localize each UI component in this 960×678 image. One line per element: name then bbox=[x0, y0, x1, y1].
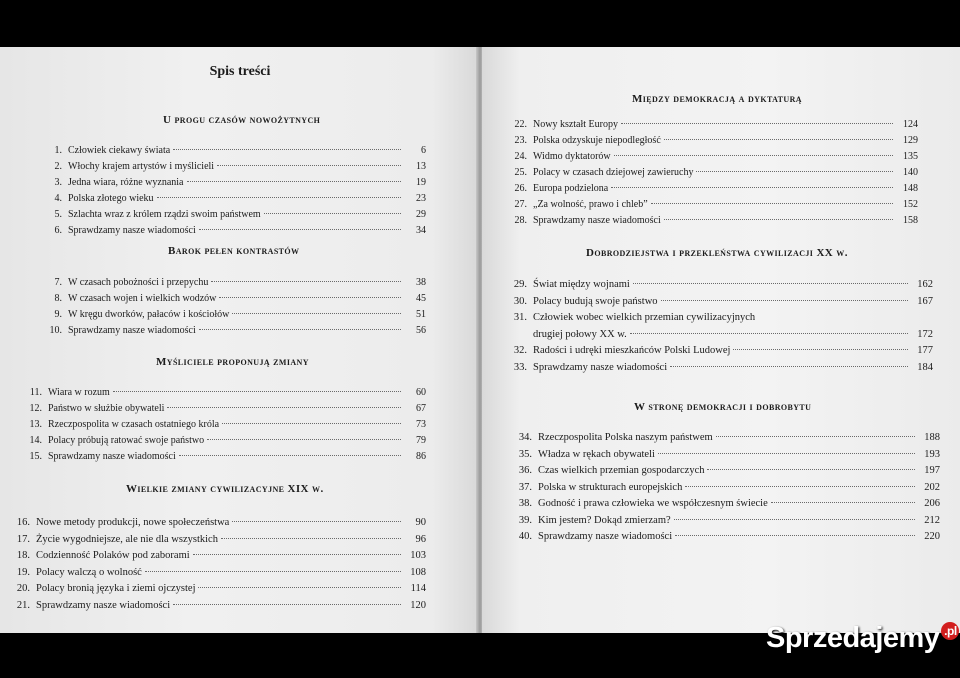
toc-entry-number: 7. bbox=[54, 277, 62, 288]
dot-leader bbox=[651, 203, 893, 204]
toc-list bbox=[40, 275, 426, 339]
toc-entry-page: 167 bbox=[917, 295, 933, 307]
toc-entry-number: 27. bbox=[514, 199, 527, 210]
dot-leader bbox=[207, 439, 401, 440]
toc-entry bbox=[20, 385, 426, 401]
toc-entry-page: 148 bbox=[903, 183, 918, 194]
dot-leader bbox=[685, 486, 915, 487]
toc-entry-title: Rzeczpospolita Polska naszym państwem bbox=[538, 432, 713, 443]
toc-entry-title: Radości i udręki mieszkańców Polski Ludowej bbox=[533, 345, 731, 356]
toc-entry-title: „Za wolność, prawo i chleb” bbox=[533, 199, 648, 210]
dot-leader bbox=[222, 423, 401, 424]
dot-leader bbox=[664, 219, 893, 220]
toc-entry bbox=[505, 117, 918, 133]
toc-entry bbox=[8, 515, 426, 532]
toc-entry-number: 25. bbox=[514, 167, 527, 178]
toc-entry-title-continued: drugiej połowy XX w. bbox=[533, 328, 627, 340]
toc-entry-title: Polacy walczą o wolność bbox=[36, 566, 142, 578]
toc-entry bbox=[40, 307, 426, 323]
toc-entry-number: 11. bbox=[29, 387, 42, 398]
toc-entry-page: 152 bbox=[903, 199, 918, 210]
toc-entry-page: 19 bbox=[416, 177, 426, 188]
toc-entry-number: 15. bbox=[29, 451, 42, 462]
toc-entry-page: 103 bbox=[410, 550, 426, 561]
dot-leader bbox=[633, 283, 908, 284]
dot-leader bbox=[658, 453, 915, 454]
toc-entry bbox=[510, 430, 940, 447]
section-heading: Wielkie zmiany cywilizacyjne XIX w. bbox=[126, 483, 324, 495]
toc-entry bbox=[505, 165, 918, 181]
toc-entry-page: 212 bbox=[924, 514, 940, 526]
toc-entry-title: Polska odzyskuje niepodległość bbox=[533, 135, 661, 146]
toc-entry bbox=[40, 207, 426, 223]
section-heading: Dobrodziejstwa i przekleństwa cywilizacji XX w. bbox=[586, 247, 848, 259]
toc-entry bbox=[505, 181, 918, 197]
toc-entry-page: 6 bbox=[421, 145, 426, 156]
watermark-suffix: .pl bbox=[941, 622, 959, 640]
section-heading: Między demokracją a dyktaturą bbox=[632, 93, 802, 105]
toc-entry bbox=[20, 449, 426, 465]
dot-leader bbox=[199, 329, 401, 330]
toc-entry-page: 140 bbox=[903, 167, 918, 178]
dot-leader bbox=[733, 349, 908, 350]
toc-entry-number: 14. bbox=[29, 435, 42, 446]
toc-entry-number: 20. bbox=[16, 583, 30, 594]
toc-entry-title: W kręgu dworków, pałaców i kościołów bbox=[68, 309, 230, 320]
toc-entry-title: Człowiek ciekawy świata bbox=[68, 145, 171, 156]
toc-entry-title: Szlachta wraz z królem rządzi swoim państwem bbox=[68, 209, 261, 220]
dot-leader bbox=[675, 535, 915, 536]
toc-list bbox=[505, 117, 918, 229]
dot-leader bbox=[232, 521, 401, 522]
toc-entry-page: 129 bbox=[903, 135, 918, 146]
toc-entry-number: 30. bbox=[513, 295, 527, 307]
toc-entry-title: Nowe metody produkcji, nowe społeczeństwa bbox=[36, 517, 230, 528]
toc-entry-title: Sprawdzamy nasze wiadomości bbox=[538, 531, 673, 542]
toc-entry-number: 21. bbox=[16, 599, 30, 611]
toc-entry-page: 38 bbox=[416, 277, 426, 288]
toc-entry-page: 124 bbox=[903, 119, 918, 130]
toc-entry-title: Widmo dyktatorów bbox=[533, 151, 611, 162]
section-heading: W stronę demokracji i dobrobytu bbox=[634, 401, 812, 413]
toc-entry-number: 16. bbox=[16, 517, 30, 528]
toc-entry-number: 35. bbox=[518, 448, 532, 460]
section-heading: U progu czasów nowożytnych bbox=[163, 114, 321, 126]
toc-entry-title: Władza w rękach obywateli bbox=[538, 448, 655, 460]
toc-entry-page: 158 bbox=[903, 215, 918, 226]
toc-entry-title: Polacy bronią języka i ziemi ojczystej bbox=[36, 583, 196, 594]
toc-entry bbox=[40, 223, 426, 239]
toc-entry-title: Wiara w rozum bbox=[48, 387, 110, 398]
dot-leader bbox=[771, 502, 915, 503]
toc-entry-title: Kim jestem? Dokąd zmierzam? bbox=[538, 514, 671, 526]
watermark-text: Sprzedajemy bbox=[766, 622, 940, 654]
toc-entry-number: 39. bbox=[518, 514, 532, 526]
toc-entry-title: Sprawdzamy nasze wiadomości bbox=[68, 225, 196, 236]
dot-leader bbox=[707, 469, 915, 470]
toc-entry-number: 31. bbox=[513, 312, 527, 323]
dot-leader bbox=[219, 297, 401, 298]
toc-entry-number: 3. bbox=[54, 177, 62, 188]
dot-leader bbox=[173, 149, 401, 150]
toc-entry-title: Polska złotego wieku bbox=[68, 193, 154, 204]
toc-entry-page: 202 bbox=[924, 481, 940, 493]
toc-entry-number: 38. bbox=[518, 498, 532, 509]
toc-entry-number: 13. bbox=[29, 419, 42, 430]
toc-entry-title: Polacy budują swoje państwo bbox=[533, 295, 658, 307]
toc-entry-title: Jedna wiara, różne wyznania bbox=[68, 177, 184, 188]
toc-entry bbox=[40, 143, 426, 159]
toc-entry-page: 193 bbox=[924, 448, 940, 460]
toc-entry-number: 19. bbox=[16, 566, 30, 578]
toc-entry-page: 197 bbox=[924, 465, 940, 476]
toc-entry-title: Człowiek wobec wielkich przemian cywilizacyjnych bbox=[533, 312, 756, 323]
toc-entry-page: 135 bbox=[903, 151, 918, 162]
toc-entry bbox=[510, 463, 940, 480]
toc-entry bbox=[505, 310, 933, 343]
toc-entry-title: Polacy w czasach dziejowej zawieruchy bbox=[533, 167, 694, 178]
toc-entry-page: 73 bbox=[416, 419, 426, 430]
toc-entry bbox=[505, 149, 918, 165]
toc-entry-title: Europa podzielona bbox=[533, 183, 609, 194]
toc-entry bbox=[505, 294, 933, 311]
toc-entry-number: 29. bbox=[513, 279, 527, 290]
watermark-logo bbox=[766, 622, 959, 655]
toc-entry-number: 17. bbox=[16, 533, 30, 545]
toc-entry-title: Nowy kształt Europy bbox=[533, 119, 618, 130]
toc-entry-number: 1. bbox=[54, 145, 62, 156]
toc-entry-number: 34. bbox=[518, 432, 532, 443]
dot-leader bbox=[199, 229, 401, 230]
toc-entry bbox=[8, 532, 426, 549]
section-heading: Myśliciele proponują zmiany bbox=[156, 356, 309, 368]
toc-entry-number: 18. bbox=[16, 550, 30, 561]
toc-entry-title: Świat między wojnami bbox=[533, 279, 630, 290]
toc-entry-number: 28. bbox=[514, 215, 527, 226]
dot-leader bbox=[211, 281, 401, 282]
toc-entry-number: 36. bbox=[518, 465, 532, 476]
toc-entry-number: 12. bbox=[29, 403, 42, 414]
toc-entry-number: 40. bbox=[518, 531, 532, 542]
toc-entry bbox=[8, 581, 426, 598]
toc-entry-title: Życie wygodniejsze, ale nie dla wszystkich bbox=[36, 533, 218, 545]
toc-entry-title: Codzienność Polaków pod zaborami bbox=[36, 550, 190, 561]
toc-list bbox=[20, 385, 426, 465]
toc-entry-number: 24. bbox=[514, 151, 527, 162]
section-heading: Barok pełen kontrastów bbox=[168, 245, 300, 257]
toc-entry bbox=[20, 401, 426, 417]
dot-leader bbox=[157, 197, 401, 198]
toc-entry bbox=[510, 447, 940, 464]
toc-entry-page: 67 bbox=[416, 403, 426, 414]
toc-entry-page: 96 bbox=[415, 533, 426, 545]
toc-entry-page: 177 bbox=[917, 345, 933, 356]
dot-leader bbox=[173, 604, 401, 605]
toc-entry-title: Państwo w służbie obywateli bbox=[48, 403, 165, 414]
dot-leader bbox=[674, 519, 915, 520]
left-page bbox=[0, 47, 480, 633]
toc-entry-title: Czas wielkich przemian gospodarczych bbox=[538, 465, 705, 476]
dot-leader bbox=[696, 171, 893, 172]
toc-entry-page: 172 bbox=[917, 328, 933, 340]
toc-entry-number: 32. bbox=[513, 345, 527, 356]
toc-entry-title: Sprawdzamy nasze wiadomości bbox=[36, 599, 171, 611]
toc-entry bbox=[505, 343, 933, 360]
toc-entry-number: 9. bbox=[54, 309, 62, 320]
toc-entry bbox=[40, 191, 426, 207]
toc-entry-page: 220 bbox=[924, 531, 940, 542]
dot-leader bbox=[193, 554, 401, 555]
toc-entry-page: 120 bbox=[410, 599, 426, 611]
dot-leader bbox=[716, 436, 915, 437]
toc-list bbox=[8, 515, 426, 614]
dot-leader bbox=[217, 165, 401, 166]
toc-entry-number: 37. bbox=[518, 481, 532, 493]
right-page bbox=[482, 47, 960, 633]
dot-leader bbox=[167, 407, 401, 408]
toc-entry bbox=[505, 213, 918, 229]
toc-entry bbox=[510, 513, 940, 530]
toc-entry-title: W czasach wojen i wielkich wodzów bbox=[68, 293, 217, 304]
toc-entry-page: 29 bbox=[416, 209, 426, 220]
toc-entry-page: 162 bbox=[917, 279, 933, 290]
toc-entry-number: 6. bbox=[54, 225, 62, 236]
toc-entry-title: Polska w strukturach europejskich bbox=[538, 481, 683, 493]
dot-leader bbox=[614, 155, 893, 156]
toc-entry bbox=[505, 360, 933, 377]
toc-entry bbox=[505, 133, 918, 149]
toc-entry-page: 45 bbox=[416, 293, 426, 304]
toc-entry bbox=[40, 323, 426, 339]
toc-entry-page: 90 bbox=[415, 517, 426, 528]
toc-entry-number: 8. bbox=[54, 293, 62, 304]
dot-leader bbox=[664, 139, 893, 140]
toc-entry-number: 26. bbox=[514, 183, 527, 194]
dot-leader bbox=[264, 213, 401, 214]
toc-entry bbox=[505, 197, 918, 213]
toc-entry bbox=[20, 417, 426, 433]
toc-list bbox=[40, 143, 426, 239]
dot-leader bbox=[179, 455, 401, 456]
dot-leader bbox=[187, 181, 402, 182]
toc-entry-page: 34 bbox=[416, 225, 426, 236]
toc-entry bbox=[510, 529, 940, 546]
toc-entry-page: 86 bbox=[416, 451, 426, 462]
dot-leader bbox=[145, 571, 401, 572]
toc-entry-title: W czasach pobożności i przepychu bbox=[68, 277, 209, 288]
dot-leader bbox=[630, 333, 908, 334]
toc-entry bbox=[8, 565, 426, 582]
toc-entry-title: Sprawdzamy nasze wiadomości bbox=[68, 325, 196, 336]
toc-entry-title: Sprawdzamy nasze wiadomości bbox=[533, 215, 661, 226]
toc-entry-page: 79 bbox=[416, 435, 426, 446]
toc-entry-title: Polacy próbują ratować swoje państwo bbox=[48, 435, 205, 446]
toc-entry-number: 22. bbox=[514, 119, 527, 130]
dot-leader bbox=[232, 313, 401, 314]
toc-entry bbox=[20, 433, 426, 449]
toc-entry bbox=[510, 480, 940, 497]
toc-entry-page: 108 bbox=[410, 566, 426, 578]
toc-entry-number: 2. bbox=[54, 161, 62, 172]
dot-leader bbox=[670, 366, 908, 367]
toc-entry-page: 23 bbox=[416, 193, 426, 204]
toc-entry bbox=[40, 291, 426, 307]
dot-leader bbox=[221, 538, 401, 539]
toc-entry bbox=[8, 598, 426, 615]
toc-entry bbox=[510, 496, 940, 513]
toc-entry bbox=[505, 277, 933, 294]
toc-entry-page: 56 bbox=[416, 325, 426, 336]
toc-entry-page: 206 bbox=[924, 498, 940, 509]
toc-entry bbox=[40, 159, 426, 175]
toc-list bbox=[505, 277, 933, 376]
toc-entry-number: 10. bbox=[49, 325, 62, 336]
toc-entry-number: 4. bbox=[54, 193, 62, 204]
dot-leader bbox=[113, 391, 401, 392]
toc-entry-page: 184 bbox=[917, 361, 933, 373]
toc-entry-title: Godność i prawa człowieka we współczesnym świecie bbox=[538, 498, 768, 509]
toc-entry-number: 33. bbox=[513, 361, 527, 373]
toc-entry bbox=[8, 548, 426, 565]
dot-leader bbox=[661, 300, 908, 301]
toc-entry-title: Rzeczpospolita w czasach ostatniego króla bbox=[48, 419, 220, 430]
toc-entry-number: 5. bbox=[54, 209, 62, 220]
toc-list bbox=[510, 430, 940, 546]
toc-entry-title: Włochy krajem artystów i myślicieli bbox=[68, 161, 215, 172]
toc-entry-title: Sprawdzamy nasze wiadomości bbox=[48, 451, 176, 462]
toc-entry-page: 13 bbox=[416, 161, 426, 172]
dot-leader bbox=[198, 587, 401, 588]
dot-leader bbox=[621, 123, 893, 124]
toc-entry-page: 188 bbox=[924, 432, 940, 443]
toc-entry bbox=[40, 175, 426, 191]
toc-entry-title: Sprawdzamy nasze wiadomości bbox=[533, 361, 668, 373]
toc-entry-page: 51 bbox=[416, 309, 426, 320]
toc-entry-number: 23. bbox=[514, 135, 527, 146]
toc-entry bbox=[40, 275, 426, 291]
page-title: Spis treści bbox=[209, 64, 271, 79]
toc-entry-page: 114 bbox=[410, 583, 426, 594]
dot-leader bbox=[611, 187, 893, 188]
toc-entry-page: 60 bbox=[416, 387, 426, 398]
